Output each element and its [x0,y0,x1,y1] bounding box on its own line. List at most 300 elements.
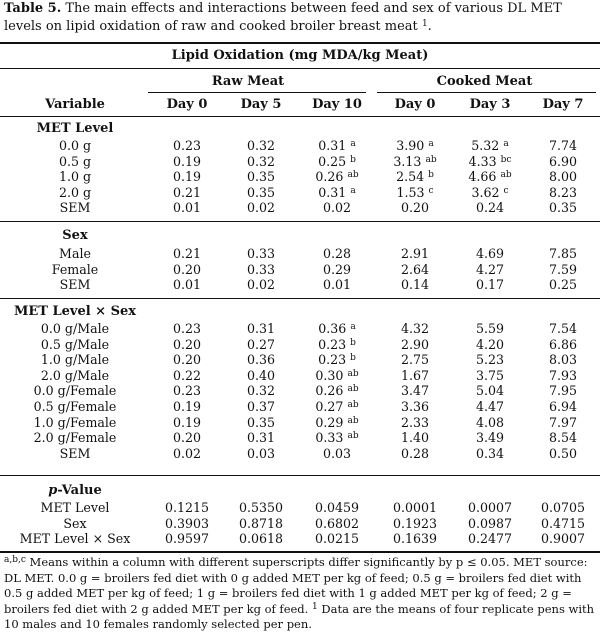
table-cell [526,415,600,431]
cell-superscript: ab [347,368,359,379]
cell-value: 0.20 [400,200,430,216]
table-cell [376,368,454,384]
cell-value: 0.31 [318,184,347,200]
cell-value: 0.35 [548,200,578,216]
table-row [0,446,600,462]
table-cell [526,430,600,446]
row-label: 2.0 g/Female [33,430,117,446]
cell-value: 0.21 [172,184,202,200]
cell-value: 2.33 [400,414,430,430]
cell-value: 6.94 [548,398,578,414]
col-header-raw-day10: Day 10 [312,97,362,112]
table-cell [454,430,526,446]
cell-value: 7.74 [548,138,578,153]
table-cell [150,337,224,353]
cell-value: 0.22 [172,367,202,383]
row-label: SEM [59,445,91,461]
cell-value: 4.33 [468,153,497,169]
cell-value: 0.25 [318,153,347,169]
cell-value: 7.59 [548,261,578,277]
table-cell [150,415,224,431]
cell-value: 0.17 [475,277,505,293]
cell-value: 0.33 [246,246,276,261]
table-cell [376,337,454,353]
cell-value: 8.00 [548,169,578,185]
table-cell [298,138,376,154]
cell-value: 5.04 [475,383,505,399]
cell-value: 0.0459 [314,500,360,515]
cell-superscript: a [350,139,356,149]
table-cell [150,321,224,337]
table-cell [298,246,376,262]
cell-value: 0.19 [172,169,202,185]
row-label: 0.5 g [58,153,92,169]
cell-value: 8.23 [548,184,578,200]
cell-value: 5.32 [471,138,500,153]
cell-value: 0.31 [318,138,347,153]
table-cell [526,383,600,399]
cell-value: 2.90 [400,336,430,352]
table-cell [224,337,298,353]
cell-value: 1.53 [396,184,425,200]
table-cell [526,246,600,262]
caption-text: The main effects and interactions between feed and sex of various DL MET levels on lipid oxidation of raw and cooked broiler breast meat [4,1,562,34]
cell-superscript: a [428,139,434,149]
table-cell [376,446,454,462]
table-cell [150,154,224,170]
table-cell [526,446,600,462]
cell-value: 0.25 [548,277,578,293]
cell-value: 2.54 [396,169,425,185]
table-row [0,531,600,547]
row-label: SEM [59,200,91,216]
table-cell [454,321,526,337]
table-cell [150,446,224,462]
cell-superscript: a [350,185,356,196]
table-cell [150,383,224,399]
cell-value: 0.34 [475,445,505,461]
table-cell [298,446,376,462]
cell-value: 0.28 [322,246,352,261]
table-cell [298,383,376,399]
cell-value: 3.36 [400,398,430,414]
cell-value: 0.40 [246,367,276,383]
cell-value: 0.03 [246,445,276,461]
table-row [0,277,600,293]
cell-value: 0.6802 [314,515,360,531]
table-row [0,200,600,216]
table-row [0,383,600,399]
cell-value: 0.23 [172,383,202,399]
interaction-rule [0,475,600,476]
table-cell [454,262,526,278]
cell-superscript: ab [347,431,359,442]
cell-value: 0.26 [315,383,344,399]
footnote-letters: a,b,c [4,555,26,565]
table-cell [224,321,298,337]
cell-value: 0.23 [318,352,347,368]
cell-value: 3.75 [475,367,505,383]
sex-rule [0,298,600,299]
cell-value: 0.23 [172,321,202,336]
table-cell [526,277,600,293]
table-cell [376,169,454,185]
cell-superscript: c [503,185,509,196]
caption-footnote-mark: 1 [421,19,428,29]
cell-value: 0.28 [400,445,430,461]
row-label: MET Level × Sex [19,531,131,547]
col-header-cooked-day0: Day 0 [394,97,436,112]
table-cell [526,500,600,516]
cell-superscript: ab [347,384,359,395]
cell-value: 4.32 [400,321,430,336]
cell-value: 0.30 [315,367,344,383]
cell-value: 0.0001 [392,500,438,515]
table-cell [298,531,376,547]
table-cell [526,138,600,154]
table-cell [150,430,224,446]
table-cell [376,516,454,532]
table-cell [376,321,454,337]
table-cell [150,246,224,262]
cell-value: 7.95 [548,383,578,399]
cell-value: 0.01 [172,200,202,216]
cell-value: 1.67 [400,367,430,383]
table-cell [224,383,298,399]
table-cell [376,430,454,446]
cell-value: 0.9597 [164,531,210,547]
table-cell [454,352,526,368]
table-cell [150,500,224,516]
cell-superscript: a [350,322,356,332]
table-cell [526,516,600,532]
table-cell [298,430,376,446]
table-cell [150,516,224,532]
cell-value: 0.02 [322,200,352,216]
cell-value: 0.27 [315,398,344,414]
table-row [0,368,600,384]
table-footnote [4,555,600,633]
cell-value: 3.90 [396,138,425,153]
col-header-raw-day0: Day 0 [166,97,208,112]
cell-value: 0.0215 [314,531,360,547]
footnote-line1: Means within a column with different superscripts differ significantly by p ≤ 0.05. MET source: DL MET. 0.0 g = broilers fed diet with 0 g added MET per kg of feed; 0.5 g = broilers fed diet with 0.5 g added MET per kg of feed; 1 g = broilers fed diet with 1 g added MET per kg of feed; 2 g = broilers fed diet with 2 g added MET per kg of feed. [4,555,588,616]
table-cell [224,399,298,415]
table-cell [298,337,376,353]
table-cell [526,337,600,353]
table-cell [376,262,454,278]
cell-value: 4.08 [475,414,505,430]
table-row [0,138,600,154]
col-header-cooked-day7: Day 7 [542,97,584,112]
cell-value: 4.20 [475,336,505,352]
table-cell [298,415,376,431]
table-cell [224,246,298,262]
table-cell [454,138,526,154]
cell-superscript: b [350,353,356,364]
table-cell [298,321,376,337]
cell-value: 5.23 [475,352,505,368]
cell-superscript: ab [500,170,512,181]
cell-value: 0.32 [246,138,276,153]
table-cell [454,185,526,201]
row-label: SEM [59,277,91,293]
cell-value: 0.35 [246,169,276,185]
table-row [0,430,600,446]
cell-value: 0.20 [172,352,202,368]
cell-superscript: b [350,154,356,165]
cell-value: 0.36 [246,352,276,368]
table-cell [298,185,376,201]
cell-value: 0.19 [172,414,202,430]
cooked-meat-title: Cooked Meat [436,74,533,89]
table-cell [526,169,600,185]
cell-value: 0.3903 [164,515,210,531]
row-label: Female [51,261,99,277]
cell-value: 8.54 [548,430,578,446]
cell-value: 4.27 [475,261,505,277]
section-title-p-value [0,483,150,498]
table-row [0,500,600,516]
met-level-table [0,138,600,216]
cell-value: 0.02 [246,277,276,293]
table-cell [376,185,454,201]
variable-header: Variable [45,97,105,112]
cell-value: 8.03 [548,352,578,368]
table-cell [376,246,454,262]
p-value-rest: -Value [57,483,102,498]
cell-value: 0.37 [246,398,276,414]
cell-value: 7.93 [548,367,578,383]
table-cell [150,185,224,201]
cell-value: 0.02 [172,445,202,461]
cell-superscript: c [428,185,434,196]
cell-value: 0.19 [172,398,202,414]
cell-value: 0.31 [246,321,276,336]
section-title-sex: Sex [62,228,88,243]
row-label: 1.0 g/Female [33,414,117,430]
cell-value: 0.36 [318,321,347,336]
cell-superscript: ab [347,415,359,426]
table-cell [454,446,526,462]
cell-value: 0.50 [548,445,578,461]
row-label: 0.5 g/Female [33,398,117,414]
cell-value: 4.69 [475,246,505,261]
cell-value: 0.23 [172,138,202,153]
footnote-line2: Data are the means of four replicate pens with 10 males and 10 females randomly selected per pen. [4,601,595,632]
cell-value: 6.86 [548,336,578,352]
table-cell [526,531,600,547]
table-cell [526,368,600,384]
p-italic: p [48,483,58,498]
table-cell [454,399,526,415]
table-row [0,169,600,185]
cell-value: 0.29 [315,414,344,430]
cell-value: 2.64 [400,261,430,277]
cell-value: 0.24 [475,200,505,216]
footnote-one: 1 [311,601,318,612]
table-cell [224,154,298,170]
table-row [0,399,600,415]
cell-value: 0.20 [172,261,202,277]
cell-value: 0.27 [246,336,276,352]
cell-value: 4.66 [468,169,497,185]
table-cell [150,277,224,293]
cell-superscript: ab [347,399,359,410]
table-cell [224,446,298,462]
table-cell [376,415,454,431]
section-title-met-level: MET Level [36,121,114,136]
table-cell [298,154,376,170]
table-row [0,262,600,278]
table-cell [224,368,298,384]
table-cell [298,277,376,293]
table-cell [224,262,298,278]
cell-value: 0.33 [315,430,344,446]
table-cell [298,516,376,532]
table-cell [298,262,376,278]
cell-value: 0.19 [172,153,202,169]
row-label: 0.0 g/Female [33,383,117,399]
col-header-cooked-day3: Day 3 [469,97,511,112]
cell-value: 2.91 [400,246,430,261]
table-cell [224,430,298,446]
group-title-rule [0,68,600,69]
table-cell [454,246,526,262]
cell-value: 0.0618 [238,531,284,547]
table-cell [376,200,454,216]
table-row [0,321,600,337]
cell-value: 3.13 [393,153,422,169]
cooked-meat-rule [377,92,596,93]
table-cell [298,352,376,368]
table-cell [376,383,454,399]
cell-value: 0.0705 [540,500,586,515]
row-label: 0.0 g/Male [40,321,110,336]
header-bottom-rule [0,116,600,117]
cell-value: 7.97 [548,414,578,430]
table-row [0,246,600,262]
table-cell [298,169,376,185]
table-cell [224,200,298,216]
table-cell [526,185,600,201]
table-cell [376,154,454,170]
cell-value: 0.31 [246,430,276,446]
table-cell [454,368,526,384]
table-cell [454,337,526,353]
caption-label: Table 5. [4,1,62,16]
cell-value: 6.90 [548,153,578,169]
cell-value: 0.35 [246,184,276,200]
section-title-interaction: MET Level × Sex [13,304,137,319]
cell-superscript: a [503,139,509,149]
table-cell [298,399,376,415]
cell-value: 7.54 [548,321,578,336]
row-label: Sex [63,515,87,531]
table-cell [526,200,600,216]
cell-value: 0.20 [172,336,202,352]
table-caption [4,0,598,36]
row-label: Male [59,246,91,261]
top-rule [0,42,600,44]
cell-value: 0.1215 [164,500,210,515]
table-cell [224,277,298,293]
cell-value: 3.49 [475,430,505,446]
table-cell [150,399,224,415]
table-cell [150,352,224,368]
cell-value: 0.03 [322,445,352,461]
cell-value: 0.5350 [238,500,284,515]
cell-value: 2.75 [400,352,430,368]
cell-superscript: bc [500,154,512,165]
table-cell [526,262,600,278]
met-level-rule [0,221,600,222]
cell-superscript: ab [347,170,359,181]
cell-value: 0.33 [246,261,276,277]
cell-value: 0.32 [246,153,276,169]
table-cell [150,262,224,278]
table-cell [526,352,600,368]
table-row [0,516,600,532]
table-row [0,154,600,170]
cell-value: 0.1639 [392,531,438,547]
row-label: 0.5 g/Male [40,336,110,352]
row-label: 2.0 g [58,184,92,200]
table-cell [454,277,526,293]
cell-value: 0.29 [322,261,352,277]
cell-value: 0.9007 [540,531,586,547]
table-cell [376,500,454,516]
table-cell [150,138,224,154]
table-cell [298,368,376,384]
row-label: MET Level [40,500,110,515]
cell-value: 0.20 [172,430,202,446]
table-cell [376,531,454,547]
cell-value: 0.01 [322,277,352,293]
raw-meat-title: Raw Meat [211,74,285,89]
cell-value: 3.62 [471,184,500,200]
cell-value: 0.23 [318,336,347,352]
table-cell [376,399,454,415]
table-cell [150,531,224,547]
cell-value: 4.47 [475,398,505,414]
table-row [0,185,600,201]
cell-value: 0.21 [172,246,202,261]
table-cell [454,516,526,532]
table-row [0,337,600,353]
table-cell [454,383,526,399]
table-cell [224,185,298,201]
table-cell [298,500,376,516]
table-cell [376,352,454,368]
table-cell [376,277,454,293]
cell-value: 1.40 [400,430,430,446]
table-cell [526,399,600,415]
table-cell [150,169,224,185]
table-cell [224,516,298,532]
raw-meat-rule [148,92,366,93]
col-header-raw-day5: Day 5 [240,97,282,112]
table-cell [454,415,526,431]
table-cell [298,200,376,216]
interaction-table [0,321,600,461]
cell-superscript: ab [425,154,437,165]
cell-value: 3.47 [400,383,430,399]
table-cell [454,531,526,547]
table-cell [526,154,600,170]
bottom-rule [0,551,600,553]
cell-value: 5.59 [475,321,505,336]
